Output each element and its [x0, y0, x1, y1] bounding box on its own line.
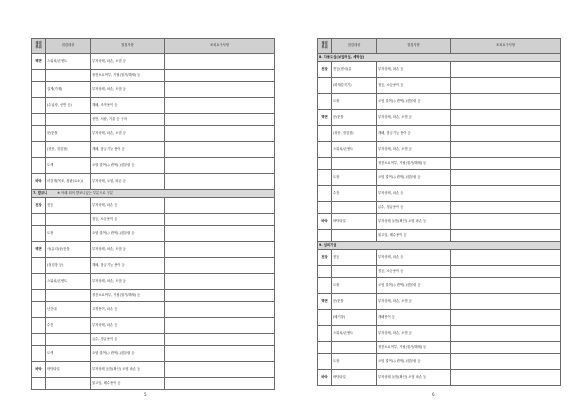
check-item-cell: 정전소요여부, 기립(철거/해체) 등	[377, 342, 451, 354]
check-item-cell: 부착상태, 파손, 오염 등	[91, 54, 165, 70]
inspection-table-left	[31, 38, 275, 390]
area-cell	[32, 378, 46, 390]
check-item-cell: 오염 결여(-) 변색(-)점블링 등	[377, 354, 451, 370]
area-cell: 천장	[318, 62, 332, 78]
action-request-cell	[165, 198, 275, 214]
area-cell	[32, 302, 46, 318]
action-request-cell	[165, 290, 275, 302]
action-request-cell	[451, 294, 561, 310]
target-cell: 걸게(가재)	[46, 82, 91, 98]
area-cell	[318, 202, 332, 214]
table-row	[32, 158, 275, 174]
area-cell: 바닥	[32, 362, 46, 378]
area-cell	[318, 310, 332, 326]
action-request-cell	[451, 110, 561, 126]
area-cell	[318, 78, 332, 94]
table-row	[318, 278, 561, 294]
action-request-cell	[165, 70, 275, 82]
target-cell: 도색	[46, 158, 91, 174]
section-row	[318, 242, 561, 250]
header-target: 점검대상	[332, 39, 377, 54]
target-cell	[332, 202, 377, 214]
target-cell: (창문, 점검창)	[332, 126, 377, 142]
target-cell	[332, 342, 377, 354]
action-request-cell	[451, 250, 561, 266]
action-request-cell	[451, 354, 561, 370]
header-group: 점검 부위	[32, 39, 46, 54]
table-row	[32, 54, 275, 70]
target-cell: 스위치/콘센트	[332, 142, 377, 158]
table-row	[32, 142, 275, 158]
check-item-cell: 부착상태, 파손 등	[91, 318, 165, 334]
action-request-cell	[165, 226, 275, 242]
header-group: 점검 부위	[318, 39, 332, 54]
area-cell: 벽면	[318, 110, 332, 126]
table-row	[32, 98, 275, 114]
check-item-cell: 부착상태 들뜸(확인) 오염 파손 등	[377, 214, 451, 230]
table-row	[318, 230, 561, 242]
table-row	[32, 378, 275, 390]
section-title	[318, 242, 561, 250]
action-request-cell	[451, 170, 561, 186]
table-body-left	[32, 54, 275, 390]
area-cell	[32, 226, 46, 242]
check-item-cell: 오염 결여(-) 변색(-)점블링 등	[91, 346, 165, 362]
target-cell: 도장	[332, 278, 377, 294]
action-request-cell	[451, 230, 561, 242]
area-cell	[32, 258, 46, 274]
action-request-cell	[451, 158, 561, 170]
table-row	[32, 70, 275, 82]
section-title	[318, 54, 561, 62]
section-row	[32, 190, 275, 198]
table-row	[318, 370, 561, 386]
action-request-cell	[451, 214, 561, 230]
target-cell: 바닥타일	[332, 214, 377, 230]
target-cell: 사(유리)문/문틀	[46, 242, 91, 258]
target-cell: 전등	[332, 250, 377, 266]
area-cell	[318, 142, 332, 158]
check-item-cell: 부착상태, 파손 등	[91, 198, 165, 214]
area-cell	[32, 158, 46, 174]
target-cell: 전등	[46, 198, 91, 214]
action-request-cell	[165, 258, 275, 274]
check-item-cell: 물고임, 배수용이 등	[377, 230, 451, 242]
check-item-cell: 점등, 소등용이 등	[377, 266, 451, 278]
action-request-cell	[165, 242, 275, 258]
action-request-cell	[165, 334, 275, 346]
table-row	[32, 114, 275, 126]
table-row	[32, 346, 275, 362]
target-cell: (창문, 점검창)	[46, 142, 91, 158]
header-item: 점검사항	[91, 39, 165, 54]
action-request-cell	[165, 158, 275, 174]
check-item-cell: 개폐, 잠금기능 용이 등	[377, 126, 451, 142]
check-item-cell: 부착상태, 파손, 오염 등	[91, 126, 165, 142]
target-cell	[332, 266, 377, 278]
area-cell	[318, 230, 332, 242]
action-request-cell	[451, 94, 561, 110]
target-cell: 도장	[332, 170, 377, 186]
target-cell: (점검창 등)	[46, 258, 91, 274]
action-request-cell	[451, 186, 561, 202]
check-item-cell: 부착상태, 파손, 오염 등	[377, 142, 451, 158]
area-cell	[32, 98, 46, 114]
action-request-cell	[451, 202, 561, 214]
check-item-cell: 오염 결여(-) 변색(-)점블링 등	[377, 94, 451, 110]
check-item-cell: 개폐용이 등	[377, 310, 451, 326]
target-cell: 난간대	[46, 302, 91, 318]
check-item-cell: 물고임, 배수용이 등	[91, 378, 165, 390]
table-row	[32, 126, 275, 142]
action-request-cell	[451, 62, 561, 78]
action-request-cell	[165, 174, 275, 190]
area-cell	[32, 142, 46, 158]
check-item-cell: 부착상태, 파손, 오염 등	[377, 110, 451, 126]
table-row	[318, 250, 561, 266]
check-item-cell: 오염 결여(-) 변색(-)점블링 등	[91, 226, 165, 242]
target-cell	[46, 290, 91, 302]
target-cell	[46, 114, 91, 126]
check-item-cell: 부착상태, 파손 등	[377, 186, 451, 202]
check-item-cell: 오염 결여(-) 변색(-)점블링 등	[377, 170, 451, 186]
table-row	[32, 214, 275, 226]
area-cell	[318, 354, 332, 370]
check-item-cell: 부착상태, 파손, 오염 등	[91, 274, 165, 290]
section-title	[32, 190, 275, 198]
target-cell: 도색	[46, 346, 91, 362]
action-request-cell	[451, 326, 561, 342]
table-row	[318, 158, 561, 170]
action-request-cell	[165, 142, 275, 158]
target-cell: 스위치/콘센트	[332, 326, 377, 342]
action-request-cell	[451, 278, 561, 294]
table-row	[318, 214, 561, 230]
check-item-cell: 오염 결여(-) 변색(-)점블링 등	[91, 158, 165, 174]
right-page	[317, 38, 548, 386]
target-cell: 수전	[46, 318, 91, 334]
check-item-cell: 부착상태, 파손 등	[377, 250, 451, 266]
target-cell: (화재감지기)	[332, 78, 377, 94]
table-row	[318, 94, 561, 110]
action-request-cell	[165, 346, 275, 362]
section-label: 8. 다용도실(보일러실, 세탁실)	[319, 54, 365, 59]
action-request-cell	[451, 78, 561, 94]
header-request: 조치요구사항	[165, 39, 275, 54]
area-cell	[318, 170, 332, 186]
area-cell: 천장	[32, 198, 46, 214]
action-request-cell	[451, 266, 561, 278]
check-item-cell: 정전소요여부, 기립(철거/해체) 등	[91, 70, 165, 82]
area-cell	[32, 290, 46, 302]
target-cell: (수납장, 선반 등)	[46, 98, 91, 114]
area-cell	[318, 94, 332, 110]
action-request-cell	[451, 310, 561, 326]
target-cell: 전등(센서)류	[332, 62, 377, 78]
check-item-cell: 급수, 정급용이 등	[91, 334, 165, 346]
table-row	[32, 258, 275, 274]
table-row	[318, 78, 561, 94]
area-cell	[318, 186, 332, 202]
table-row	[32, 198, 275, 214]
check-item-cell: 부착상태, 파손, 오염 등	[91, 242, 165, 258]
target-cell: (배기창)	[332, 310, 377, 326]
check-item-cell: 부착상태, 오염, 파손 등	[91, 174, 165, 190]
target-cell: 문/문틀	[46, 126, 91, 142]
left-page	[31, 38, 262, 390]
table-row	[318, 326, 561, 342]
table-row	[32, 318, 275, 334]
table-header-row	[318, 39, 561, 54]
check-item-cell: 개폐, 잠금기능 용이 등	[91, 142, 165, 158]
action-request-cell	[165, 114, 275, 126]
check-item-cell: 부착상태, 파손, 오염 등	[377, 294, 451, 310]
table-body-right	[318, 54, 561, 386]
area-cell	[32, 274, 46, 290]
action-request-cell	[165, 378, 275, 390]
area-cell: 벽면	[32, 54, 46, 70]
table-row	[32, 274, 275, 290]
target-cell: 스위치/콘센트	[46, 274, 91, 290]
page-number-left: 5	[144, 392, 147, 397]
area-cell: 천장	[318, 250, 332, 266]
table-row	[32, 290, 275, 302]
check-item-cell: 선반, 서랍, 거울 등 구착	[91, 114, 165, 126]
area-cell	[32, 114, 46, 126]
check-item-cell: 개폐, 조작용이 등	[91, 98, 165, 114]
table-row	[318, 110, 561, 126]
target-cell: 바닥타일	[332, 370, 377, 386]
area-cell	[318, 278, 332, 294]
target-cell: 도장	[46, 226, 91, 242]
target-cell: 문/문틀	[332, 110, 377, 126]
action-request-cell	[165, 126, 275, 142]
table-row	[318, 186, 561, 202]
area-cell	[318, 342, 332, 354]
page-number-right: 6	[432, 392, 435, 397]
check-item-cell: 점등, 소등용이 등	[377, 78, 451, 94]
area-cell	[32, 82, 46, 98]
target-cell: 마감재(목조, 장판(요소))	[46, 174, 91, 190]
area-cell	[32, 70, 46, 82]
action-request-cell	[165, 318, 275, 334]
target-cell	[46, 214, 91, 226]
target-cell: 수전	[332, 186, 377, 202]
table-row	[318, 294, 561, 310]
action-request-cell	[451, 126, 561, 142]
area-cell	[318, 126, 332, 142]
action-request-cell	[165, 82, 275, 98]
check-item-cell: 부착상태, 파손, 오염 등	[91, 82, 165, 98]
section-label: 9. 실외기실	[319, 242, 337, 247]
table-header-row	[32, 39, 275, 54]
check-item-cell: 부착상태, 파손, 오염 등	[377, 326, 451, 342]
check-item-cell: 정전소요여부, 기립(철거/해체) 등	[91, 290, 165, 302]
action-request-cell	[451, 142, 561, 158]
table-row	[32, 334, 275, 346]
table-row	[32, 226, 275, 242]
target-cell	[332, 158, 377, 170]
table-row	[318, 170, 561, 186]
target-cell: 도장	[332, 354, 377, 370]
area-cell	[32, 318, 46, 334]
table-row	[318, 62, 561, 78]
action-request-cell	[165, 362, 275, 378]
section-label: 7. 발코니	[33, 190, 48, 195]
table-row	[318, 310, 561, 326]
area-cell: 벽면	[318, 294, 332, 310]
area-cell	[32, 126, 46, 142]
area-cell: 바닥	[318, 370, 332, 386]
target-cell: 바닥타일	[46, 362, 91, 378]
header-request: 조치요구사항	[451, 39, 561, 54]
area-cell	[318, 266, 332, 278]
target-cell: 스위치/콘센트	[46, 54, 91, 70]
target-cell: 문/문틀	[332, 294, 377, 310]
action-request-cell	[165, 214, 275, 226]
header-item: 점검사항	[377, 39, 451, 54]
action-request-cell	[165, 302, 275, 318]
area-cell	[32, 346, 46, 362]
area-cell: 바닥	[32, 174, 46, 190]
target-cell	[46, 334, 91, 346]
action-request-cell	[165, 274, 275, 290]
action-request-cell	[451, 342, 561, 354]
section-row	[318, 54, 561, 62]
table-row	[318, 354, 561, 370]
table-row	[32, 82, 275, 98]
check-item-cell: 개폐, 잠금기능 용이 등	[91, 258, 165, 274]
table-row	[318, 202, 561, 214]
area-cell	[32, 334, 46, 346]
section-note: ※ 아래 되어 발코니있는 부분으로 구분	[57, 190, 114, 195]
check-item-cell: 부착상태, 파손 등	[377, 62, 451, 78]
header-target: 점검대상	[46, 39, 91, 54]
action-request-cell	[165, 54, 275, 70]
table-row	[318, 126, 561, 142]
action-request-cell	[165, 98, 275, 114]
check-item-cell: 부착상태 들뜸(확인) 오염 파손 등	[377, 370, 451, 386]
table-row	[32, 362, 275, 378]
check-item-cell: 점등, 소등용이 등	[91, 214, 165, 226]
check-item-cell: 고정용이, 파손 등	[91, 302, 165, 318]
table-row	[32, 302, 275, 318]
action-request-cell	[451, 370, 561, 386]
area-cell	[32, 214, 46, 226]
area-cell	[318, 326, 332, 342]
target-cell: 도장	[332, 94, 377, 110]
table-row	[318, 142, 561, 158]
check-item-cell: 급수, 정급용이 등	[377, 202, 451, 214]
table-row	[318, 342, 561, 354]
area-cell	[318, 158, 332, 170]
table-row	[318, 266, 561, 278]
table-row	[32, 242, 275, 258]
target-cell	[332, 230, 377, 242]
target-cell	[46, 378, 91, 390]
check-item-cell: 부착상태 들뜸(확인) 오염 파손 등	[91, 362, 165, 378]
inspection-table-right	[317, 38, 561, 386]
check-item-cell: 오염 결여(-) 변색(-)점블링 등	[377, 278, 451, 294]
target-cell	[46, 70, 91, 82]
check-item-cell: 정전소요여부, 기립(철거/해체) 등	[377, 158, 451, 170]
area-cell: 벽면	[32, 242, 46, 258]
area-cell: 바닥	[318, 214, 332, 230]
table-row	[32, 174, 275, 190]
